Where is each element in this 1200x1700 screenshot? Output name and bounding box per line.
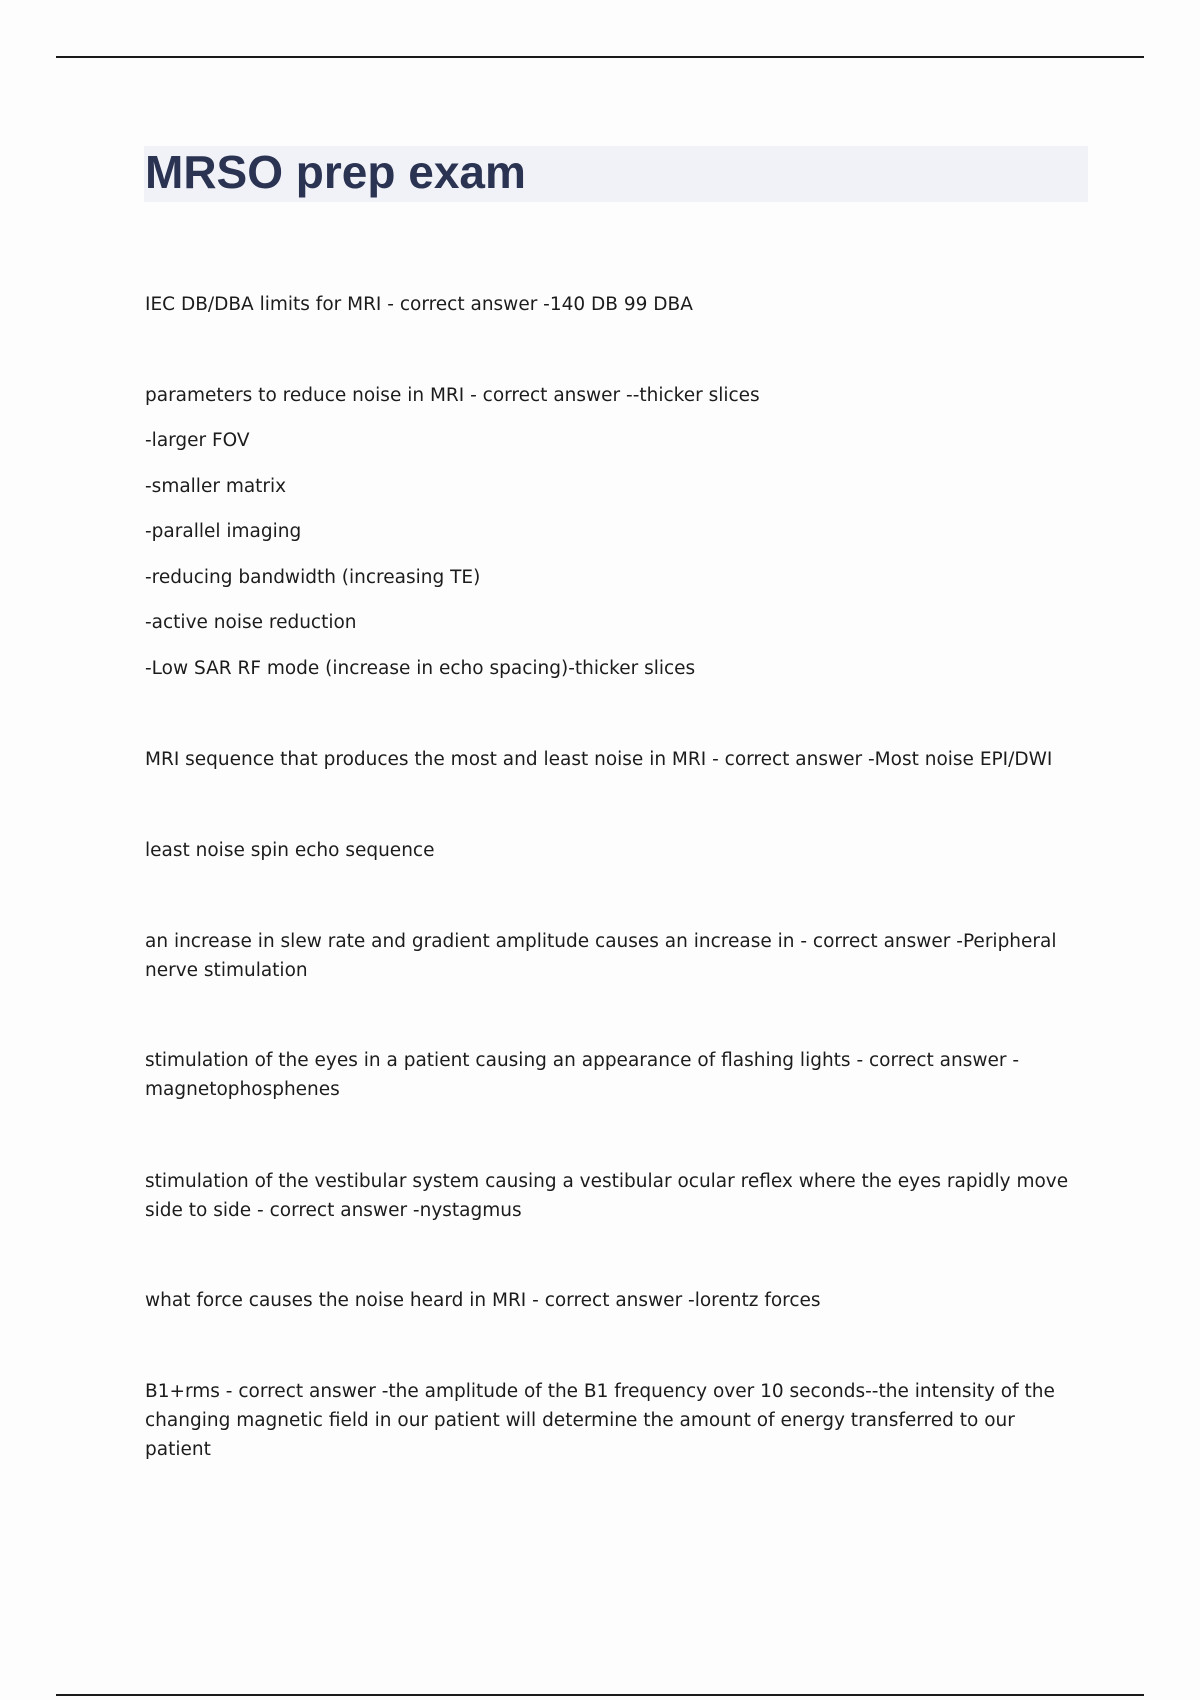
list-item-low-sar-rf-mode: -Low SAR RF mode (increase in echo spacing)-thicker slices [145,658,696,679]
qa-reduce-noise: parameters to reduce noise in MRI - correct answer --thicker slices [145,385,760,406]
bottom-rule [56,1694,1144,1696]
qa-nystagmus: stimulation of the vestibular system causing a vestibular ocular reflex where the eyes rapidly move side to side - correct answer -nystagmus [145,1171,1069,1221]
qa-peripheral-nerve-stimulation: an increase in slew rate and gradient amplitude causes an increase in - correct answer -Peripheral nerve stimulation [145,931,1057,981]
document-title: MRSO prep exam [145,146,526,198]
list-item-smaller-matrix: -smaller matrix [145,476,287,497]
qa-sequence-noise: MRI sequence that produces the most and least noise in MRI - correct answer -Most noise EPI/DWI [145,749,1053,770]
list-item-reducing-bandwidth: -reducing bandwidth (increasing TE) [145,567,481,588]
list-item-parallel-imaging: -parallel imaging [145,521,302,542]
top-rule [56,56,1144,58]
qa-b1-rms: B1+rms - correct answer -the amplitude of the B1 frequency over 10 seconds--the intensity of the changing magnetic field in our patient will determine the amount of energy transferred to our patient [145,1381,1055,1460]
qa-lorentz-forces: what force causes the noise heard in MRI - correct answer -lorentz forces [145,1290,821,1311]
list-item-active-noise-reduction: -active noise reduction [145,612,357,633]
qa-magnetophosphenes: stimulation of the eyes in a patient causing an appearance of flashing lights - correct answer - magnetophosphenes [145,1050,1020,1100]
answer-least-noise: least noise spin echo sequence [145,840,435,861]
qa-iec-limits: IEC DB/DBA limits for MRI - correct answer -140 DB 99 DBA [145,294,693,315]
list-item-larger-fov: -larger FOV [145,430,250,451]
